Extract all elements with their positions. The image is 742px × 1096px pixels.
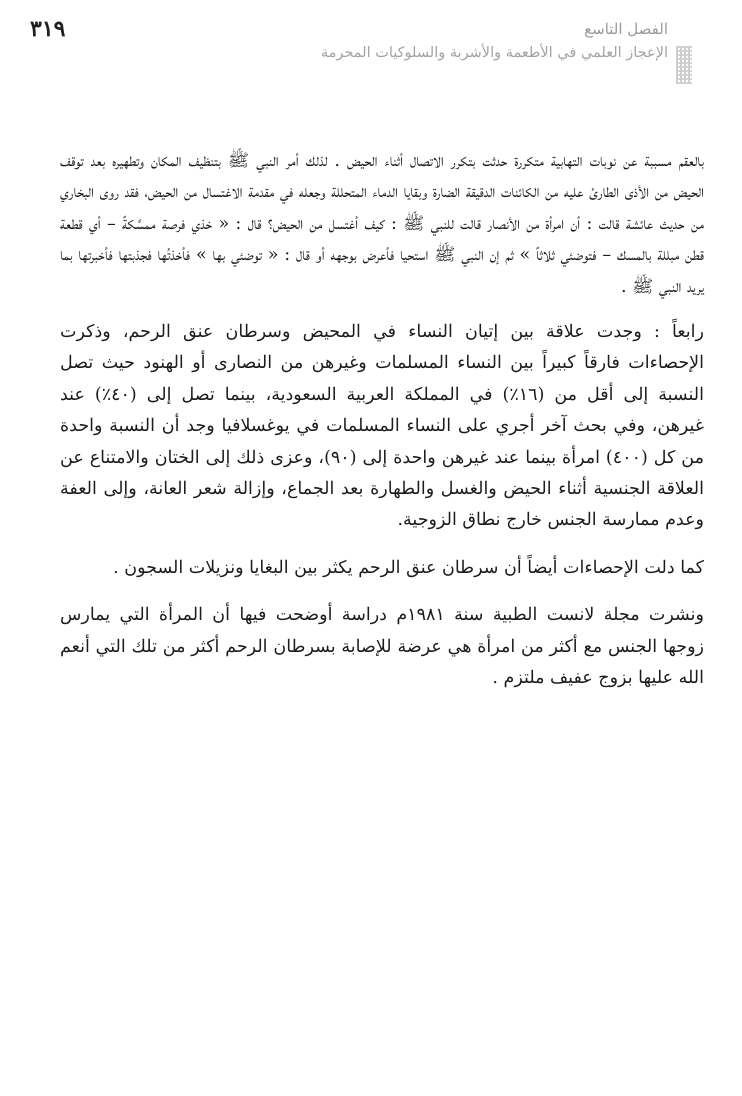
chapter-title: الفصل التاسع [584,20,668,38]
paragraph-prostitutes: كما دلت الإحصاءات أيضاً أن سرطان عنق الرحم يكثر بين البغايا ونزيلات السجون . [113,557,704,578]
page-number: ٣١٩ [30,16,66,42]
header-ornament-icon [676,46,692,84]
paragraph-hadith: بالعقم مسببة عن نوبات التهابية متكررة حدثت بتكرر الاتصال أثناء الحيض . لذلك أمر النبي ﷺ بتنظيف المكان وتطهيره بعد توقف الحيض من الأذى الطارئ عليه من الكائنات الدقيقة الضارة وبقايا الدماء المتحللة وجعله في مقدمة الاغتسال من الحيض، فقد روى البخاري من حديث عائشة قالت : أن امرأة من الأنصار قالت للنبي ﷺ : كيف أغتسل من الحيض؟ قال : « خذي فرصة ممسَّكةً – أي قطعة قطن مبللة بالمسك – فتوضئي ثلاثاً » ثم إن النبي ﷺ استحيا فأعرض بوجهه أو قال : « توضئي بها » فأخذتُها فجذبتها فأخبرتها بما يريد النبي ﷺ . [60,151,704,297]
body-text [60,146,704,711]
paragraph-lancet: ونشرت مجلة لانست الطبية سنة ١٩٨١م دراسة أوضحت فيها أن المرأة التي يمارس زوجها الجنس مع أكثر من امرأة هي عرضة للإصابة بسرطان الرحم أكثر من تلك التي أنعم الله عليها بزوج عفيف ملتزم . [60,605,704,689]
paragraph-statistics: رابعاً : وجدت علاقة بين إتيان النساء في المحيض وسرطان عنق الرحم، وذكرت الإحصاءات فارقاً كبيراً بين النساء المسلمات وغيرهن من النصارى أو الهنود حيث تصل النسبة إلى أقل من (١٦٪) في المملكة العربية السعودية، بينما تصل إلى (٤٠٪) عند غيرهن، وفي بحث آخر أجري على النساء المسلمات في يوغسلافيا وجد أن النسبة واحدة من كل (٤٠٠) امرأة بينما عند غيرهن واحدة إلى (٩٠)، وعزى ذلك إلى الختان والامتناع عن العلاقة الجنسية أثناء الحيض والغسل والطهارة بعد الجماع، وإزالة شعر العانة، وإلى العفة وعدم ممارسة الجنس خارج نطاق الزوجية. [60,322,705,531]
book-title: الإعجاز العلمي في الأطعمة والأشربة والسلوكيات المحرمة [320,45,668,61]
running-header [108,18,668,66]
